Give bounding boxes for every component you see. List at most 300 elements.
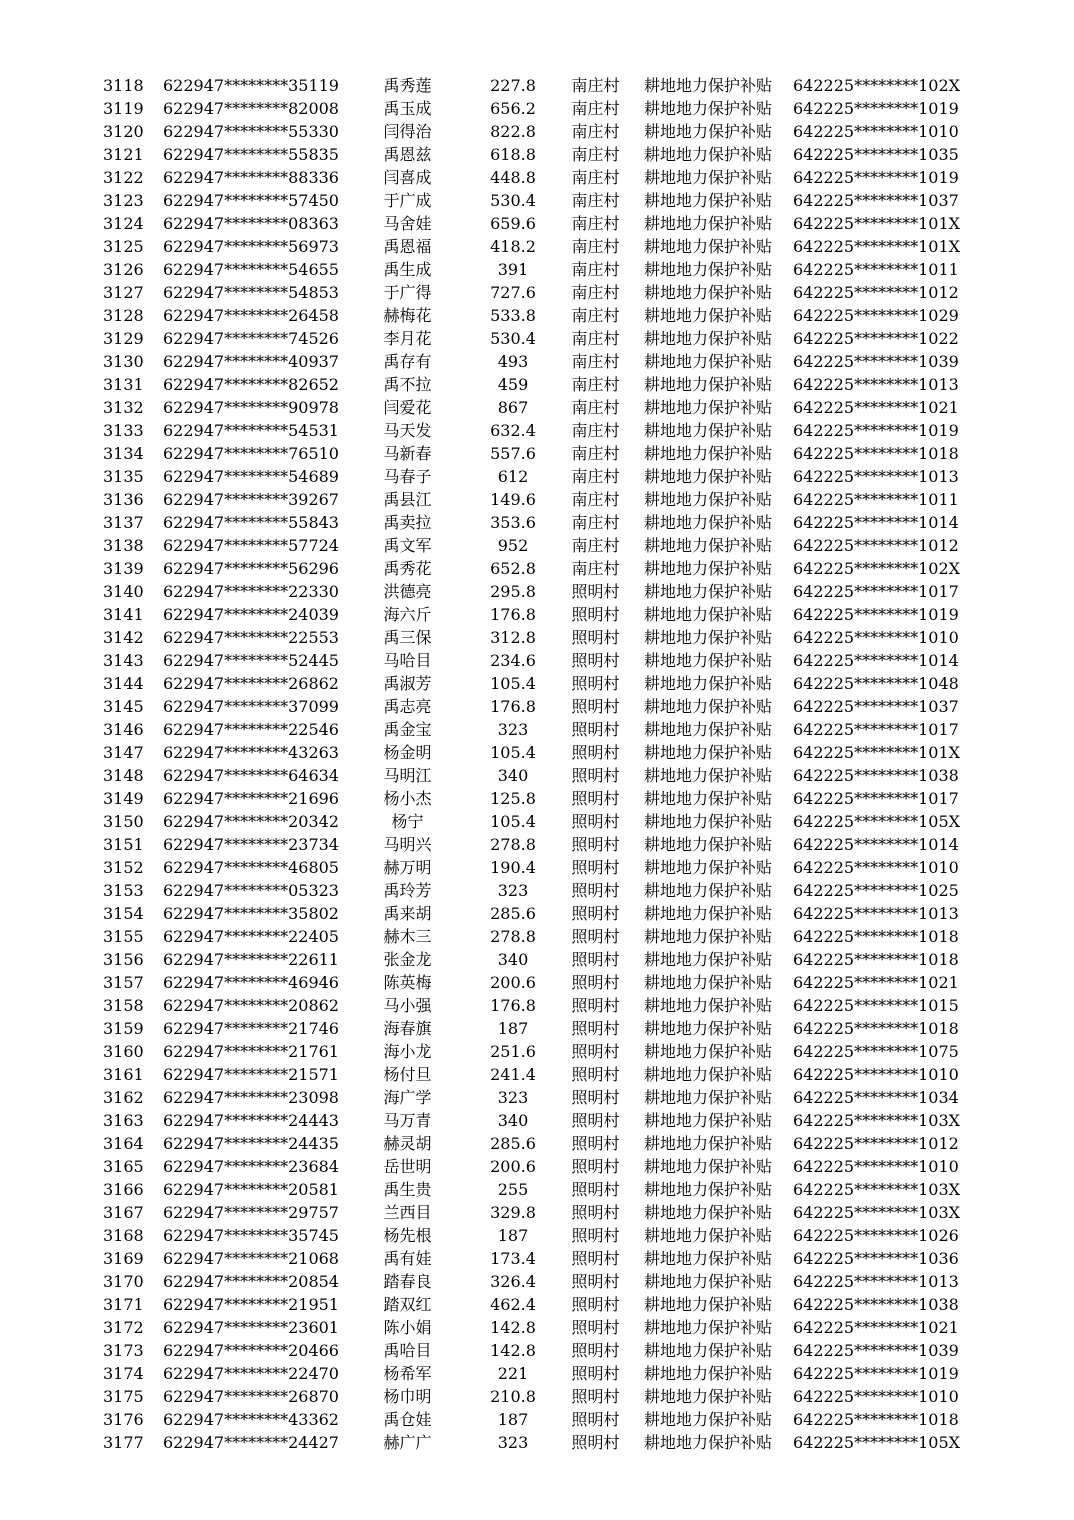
village-name: 照明村	[571, 766, 620, 785]
village-name: 照明村	[571, 1157, 620, 1176]
subsidy-type: 耕地地力保护补贴	[643, 605, 772, 624]
table-row	[0, 1270, 1074, 1293]
subsidy-amount: 187	[497, 1019, 529, 1038]
id-number-masked: 642225********1018	[793, 950, 959, 969]
id-number-masked: 642225********1021	[793, 398, 959, 417]
id-number-masked: 642225********1018	[793, 927, 959, 946]
subsidy-amount: 459	[497, 375, 529, 394]
row-seq: 3122	[103, 168, 144, 187]
subsidy-type: 耕地地力保护补贴	[643, 421, 772, 440]
bank-account-masked: 622947********35802	[163, 904, 339, 923]
village-name: 南庄村	[571, 99, 620, 118]
village-name: 照明村	[571, 973, 620, 992]
id-number-masked: 642225********1010	[793, 1065, 959, 1084]
table-row	[0, 1201, 1074, 1224]
row-seq: 3163	[103, 1111, 144, 1130]
row-seq: 3128	[103, 306, 144, 325]
id-number-masked: 642225********1012	[793, 283, 959, 302]
table-row	[0, 1362, 1074, 1385]
bank-account-masked: 622947********24435	[163, 1134, 339, 1153]
table-row	[0, 465, 1074, 488]
person-name: 于广成	[383, 191, 432, 210]
table-row	[0, 281, 1074, 304]
person-name: 禹恩福	[383, 237, 432, 256]
village-name: 南庄村	[571, 237, 620, 256]
subsidy-type: 耕地地力保护补贴	[643, 720, 772, 739]
village-name: 南庄村	[571, 490, 620, 509]
subsidy-amount: 200.6	[490, 1157, 536, 1176]
bank-account-masked: 622947********55835	[163, 145, 339, 164]
id-number-masked: 642225********1011	[793, 490, 959, 509]
bank-account-masked: 622947********88336	[163, 168, 339, 187]
person-name: 海六斤	[383, 605, 432, 624]
table-row	[0, 1293, 1074, 1316]
subsidy-type: 耕地地力保护补贴	[643, 1318, 772, 1337]
person-name: 马小强	[383, 996, 432, 1015]
bank-account-masked: 622947********55843	[163, 513, 339, 532]
row-seq: 3172	[103, 1318, 144, 1337]
bank-account-masked: 622947********23601	[163, 1318, 339, 1337]
row-seq: 3125	[103, 237, 144, 256]
subsidy-type: 耕地地力保护补贴	[643, 1111, 772, 1130]
bank-account-masked: 622947********52445	[163, 651, 339, 670]
village-name: 南庄村	[571, 375, 620, 394]
bank-account-masked: 622947********20466	[163, 1341, 339, 1360]
subsidy-amount: 867	[497, 398, 529, 417]
subsidy-type: 耕地地力保护补贴	[643, 950, 772, 969]
subsidy-amount: 176.8	[490, 605, 536, 624]
subsidy-amount: 340	[497, 1111, 529, 1130]
table-row	[0, 718, 1074, 741]
subsidy-type: 耕地地力保护补贴	[643, 1364, 772, 1383]
village-name: 照明村	[571, 1318, 620, 1337]
village-name: 南庄村	[571, 214, 620, 233]
village-name: 照明村	[571, 1226, 620, 1245]
subsidy-amount: 448.8	[490, 168, 536, 187]
id-number-masked: 642225********1017	[793, 582, 959, 601]
id-number-masked: 642225********1013	[793, 904, 959, 923]
subsidy-amount: 323	[497, 1433, 529, 1452]
table-row	[0, 120, 1074, 143]
table-row	[0, 764, 1074, 787]
person-name: 踏双红	[383, 1295, 432, 1314]
table-row	[0, 672, 1074, 695]
person-name: 闫喜成	[383, 168, 432, 187]
person-name: 禹哈目	[383, 1341, 432, 1360]
subsidy-type: 耕地地力保护补贴	[643, 1134, 772, 1153]
subsidy-amount: 326.4	[490, 1272, 536, 1291]
table-row	[0, 994, 1074, 1017]
table-row	[0, 580, 1074, 603]
person-name: 洪德亮	[383, 582, 432, 601]
table-row	[0, 1408, 1074, 1431]
id-number-masked: 642225********1025	[793, 881, 959, 900]
id-number-masked: 642225********1021	[793, 973, 959, 992]
table-row	[0, 856, 1074, 879]
table-row	[0, 74, 1074, 97]
table-row	[0, 1385, 1074, 1408]
subsidy-amount: 210.8	[490, 1387, 536, 1406]
id-number-masked: 642225********105X	[793, 1433, 961, 1452]
person-name: 马春子	[383, 467, 432, 486]
village-name: 照明村	[571, 1180, 620, 1199]
row-seq: 3151	[103, 835, 144, 854]
bank-account-masked: 622947********39267	[163, 490, 339, 509]
subsidy-type: 耕地地力保护补贴	[643, 168, 772, 187]
person-name: 陈英梅	[383, 973, 432, 992]
table-row	[0, 1224, 1074, 1247]
subsidy-amount: 340	[497, 950, 529, 969]
village-name: 照明村	[571, 1249, 620, 1268]
subsidy-type: 耕地地力保护补贴	[643, 1065, 772, 1084]
row-seq: 3132	[103, 398, 144, 417]
row-seq: 3126	[103, 260, 144, 279]
table-row	[0, 948, 1074, 971]
subsidy-amount: 241.4	[490, 1065, 536, 1084]
id-number-masked: 642225********1012	[793, 1134, 959, 1153]
row-seq: 3177	[103, 1433, 144, 1452]
table-row	[0, 488, 1074, 511]
row-seq: 3174	[103, 1364, 144, 1383]
table-row	[0, 810, 1074, 833]
subsidy-type: 耕地地力保护补贴	[643, 697, 772, 716]
bank-account-masked: 622947********56973	[163, 237, 339, 256]
person-name: 杨希军	[383, 1364, 432, 1383]
subsidy-type: 耕地地力保护补贴	[643, 329, 772, 348]
village-name: 照明村	[571, 950, 620, 969]
bank-account-masked: 622947********24427	[163, 1433, 339, 1452]
village-name: 照明村	[571, 582, 620, 601]
village-name: 南庄村	[571, 168, 620, 187]
table-row	[0, 511, 1074, 534]
id-number-masked: 642225********101X	[793, 237, 961, 256]
id-number-masked: 642225********1013	[793, 375, 959, 394]
bank-account-masked: 622947********26862	[163, 674, 339, 693]
village-name: 照明村	[571, 1387, 620, 1406]
person-name: 赫广广	[383, 1433, 432, 1452]
bank-account-masked: 622947********21746	[163, 1019, 339, 1038]
subsidy-amount: 149.6	[490, 490, 536, 509]
bank-account-masked: 622947********24039	[163, 605, 339, 624]
subsidy-amount: 612	[497, 467, 529, 486]
village-name: 照明村	[571, 881, 620, 900]
id-number-masked: 642225********103X	[793, 1203, 961, 1222]
bank-account-masked: 622947********54531	[163, 421, 339, 440]
subsidy-type: 耕地地力保护补贴	[643, 1387, 772, 1406]
village-name: 照明村	[571, 651, 620, 670]
village-name: 照明村	[571, 628, 620, 647]
table-row	[0, 1086, 1074, 1109]
table-row	[0, 1017, 1074, 1040]
subsidy-amount: 391	[497, 260, 529, 279]
row-seq: 3160	[103, 1042, 144, 1061]
village-name: 南庄村	[571, 559, 620, 578]
bank-account-masked: 622947********22405	[163, 927, 339, 946]
row-seq: 3147	[103, 743, 144, 762]
row-seq: 3168	[103, 1226, 144, 1245]
row-seq: 3164	[103, 1134, 144, 1153]
row-seq: 3152	[103, 858, 144, 877]
row-seq: 3131	[103, 375, 144, 394]
subsidy-type: 耕地地力保护补贴	[643, 1341, 772, 1360]
id-number-masked: 642225********1038	[793, 766, 959, 785]
bank-account-masked: 622947********74526	[163, 329, 339, 348]
id-number-masked: 642225********105X	[793, 812, 961, 831]
subsidy-type: 耕地地力保护补贴	[643, 398, 772, 417]
table-row	[0, 1063, 1074, 1086]
row-seq: 3169	[103, 1249, 144, 1268]
subsidy-type: 耕地地力保护补贴	[643, 628, 772, 647]
person-name: 禹秀花	[383, 559, 432, 578]
row-seq: 3145	[103, 697, 144, 716]
row-seq: 3121	[103, 145, 144, 164]
person-name: 禹淑芳	[383, 674, 432, 693]
person-name: 禹不拉	[383, 375, 432, 394]
row-seq: 3157	[103, 973, 144, 992]
table-row	[0, 626, 1074, 649]
row-seq: 3154	[103, 904, 144, 923]
table-row	[0, 649, 1074, 672]
table-row	[0, 258, 1074, 281]
subsidy-amount: 221	[497, 1364, 529, 1383]
subsidy-type: 耕地地力保护补贴	[643, 191, 772, 210]
row-seq: 3141	[103, 605, 144, 624]
subsidy-amount: 251.6	[490, 1042, 536, 1061]
id-number-masked: 642225********1017	[793, 789, 959, 808]
person-name: 禹生贵	[383, 1180, 432, 1199]
id-number-masked: 642225********1014	[793, 651, 959, 670]
person-name: 闫得治	[383, 122, 432, 141]
person-name: 禹有娃	[383, 1249, 432, 1268]
bank-account-masked: 622947********90978	[163, 398, 339, 417]
subsidy-amount: 323	[497, 1088, 529, 1107]
village-name: 南庄村	[571, 467, 620, 486]
person-name: 马万青	[383, 1111, 432, 1130]
table-row	[0, 396, 1074, 419]
person-name: 马天发	[383, 421, 432, 440]
bank-account-masked: 622947********08363	[163, 214, 339, 233]
subsidy-type: 耕地地力保护补贴	[643, 1019, 772, 1038]
table-row	[0, 419, 1074, 442]
table-row	[0, 442, 1074, 465]
person-name: 陈小娟	[383, 1318, 432, 1337]
subsidy-type: 耕地地力保护补贴	[643, 306, 772, 325]
subsidy-type: 耕地地力保护补贴	[643, 1042, 772, 1061]
bank-account-masked: 622947********22546	[163, 720, 339, 739]
id-number-masked: 642225********1014	[793, 835, 959, 854]
subsidy-amount: 142.8	[490, 1318, 536, 1337]
bank-account-masked: 622947********26458	[163, 306, 339, 325]
village-name: 照明村	[571, 1065, 620, 1084]
subsidy-amount: 353.6	[490, 513, 536, 532]
subsidy-amount: 822.8	[490, 122, 536, 141]
village-name: 照明村	[571, 927, 620, 946]
row-seq: 3124	[103, 214, 144, 233]
village-name: 照明村	[571, 1019, 620, 1038]
bank-account-masked: 622947********23684	[163, 1157, 339, 1176]
id-number-masked: 642225********1019	[793, 605, 959, 624]
person-name: 海广学	[383, 1088, 432, 1107]
bank-account-masked: 622947********21761	[163, 1042, 339, 1061]
id-number-masked: 642225********1037	[793, 697, 959, 716]
table-row	[0, 741, 1074, 764]
person-name: 禹来胡	[383, 904, 432, 923]
row-seq: 3119	[103, 99, 144, 118]
id-number-masked: 642225********1019	[793, 421, 959, 440]
row-seq: 3123	[103, 191, 144, 210]
subsidy-type: 耕地地力保护补贴	[643, 651, 772, 670]
subsidy-type: 耕地地力保护补贴	[643, 444, 772, 463]
village-name: 照明村	[571, 835, 620, 854]
subsidy-type: 耕地地力保护补贴	[643, 927, 772, 946]
person-name: 马哈目	[383, 651, 432, 670]
id-number-masked: 642225********1018	[793, 1410, 959, 1429]
subsidy-type: 耕地地力保护补贴	[643, 881, 772, 900]
person-name: 杨巾明	[383, 1387, 432, 1406]
table-row	[0, 833, 1074, 856]
table-row	[0, 304, 1074, 327]
table-row	[0, 603, 1074, 626]
person-name: 禹玲芳	[383, 881, 432, 900]
id-number-masked: 642225********1010	[793, 858, 959, 877]
bank-account-masked: 622947********35745	[163, 1226, 339, 1245]
table-row	[0, 695, 1074, 718]
subsidy-amount: 652.8	[490, 559, 536, 578]
subsidy-type: 耕地地力保护补贴	[643, 237, 772, 256]
bank-account-masked: 622947********20581	[163, 1180, 339, 1199]
village-name: 照明村	[571, 1042, 620, 1061]
row-seq: 3118	[103, 76, 144, 95]
person-name: 禹卖拉	[383, 513, 432, 532]
id-number-masked: 642225********1022	[793, 329, 959, 348]
id-number-masked: 642225********1039	[793, 352, 959, 371]
table-row	[0, 166, 1074, 189]
row-seq: 3144	[103, 674, 144, 693]
village-name: 照明村	[571, 605, 620, 624]
table-row	[0, 143, 1074, 166]
id-number-masked: 642225********1019	[793, 99, 959, 118]
bank-account-masked: 622947********46805	[163, 858, 339, 877]
row-seq: 3143	[103, 651, 144, 670]
subsidy-type: 耕地地力保护补贴	[643, 973, 772, 992]
id-number-masked: 642225********1035	[793, 145, 959, 164]
subsidy-type: 耕地地力保护补贴	[643, 996, 772, 1015]
bank-account-masked: 622947********54853	[163, 283, 339, 302]
table-row	[0, 235, 1074, 258]
person-name: 闫爱花	[383, 398, 432, 417]
subsidy-type: 耕地地力保护补贴	[643, 260, 772, 279]
village-name: 南庄村	[571, 329, 620, 348]
subsidy-type: 耕地地力保护补贴	[643, 352, 772, 371]
id-number-masked: 642225********1019	[793, 1364, 959, 1383]
subsidy-table	[0, 74, 1074, 1454]
row-seq: 3129	[103, 329, 144, 348]
subsidy-type: 耕地地力保护补贴	[643, 1295, 772, 1314]
row-seq: 3166	[103, 1180, 144, 1199]
subsidy-type: 耕地地力保护补贴	[643, 559, 772, 578]
row-seq: 3138	[103, 536, 144, 555]
table-row	[0, 350, 1074, 373]
village-name: 照明村	[571, 1364, 620, 1383]
subsidy-amount: 187	[497, 1410, 529, 1429]
subsidy-amount: 105.4	[490, 812, 536, 831]
person-name: 杨先根	[383, 1226, 432, 1245]
id-number-masked: 642225********1037	[793, 191, 959, 210]
id-number-masked: 642225********1011	[793, 260, 959, 279]
id-number-masked: 642225********1010	[793, 1387, 959, 1406]
village-name: 照明村	[571, 1088, 620, 1107]
row-seq: 3137	[103, 513, 144, 532]
id-number-masked: 642225********1019	[793, 168, 959, 187]
row-seq: 3156	[103, 950, 144, 969]
row-seq: 3148	[103, 766, 144, 785]
person-name: 马新春	[383, 444, 432, 463]
row-seq: 3140	[103, 582, 144, 601]
bank-account-masked: 622947********21571	[163, 1065, 339, 1084]
person-name: 杨小杰	[383, 789, 432, 808]
person-name: 李月花	[383, 329, 432, 348]
subsidy-type: 耕地地力保护补贴	[643, 1272, 772, 1291]
row-seq: 3165	[103, 1157, 144, 1176]
row-seq: 3134	[103, 444, 144, 463]
id-number-masked: 642225********1026	[793, 1226, 959, 1245]
village-name: 南庄村	[571, 352, 620, 371]
village-name: 照明村	[571, 743, 620, 762]
bank-account-masked: 622947********54689	[163, 467, 339, 486]
id-number-masked: 642225********1010	[793, 628, 959, 647]
table-row	[0, 787, 1074, 810]
person-name: 禹金宝	[383, 720, 432, 739]
id-number-masked: 642225********1018	[793, 1019, 959, 1038]
subsidy-type: 耕地地力保护补贴	[643, 1157, 772, 1176]
subsidy-amount: 530.4	[490, 329, 536, 348]
subsidy-amount: 187	[497, 1226, 529, 1245]
subsidy-amount: 176.8	[490, 697, 536, 716]
table-row	[0, 1132, 1074, 1155]
subsidy-type: 耕地地力保护补贴	[643, 490, 772, 509]
village-name: 南庄村	[571, 513, 620, 532]
table-row	[0, 97, 1074, 120]
bank-account-masked: 622947********57724	[163, 536, 339, 555]
id-number-masked: 642225********1075	[793, 1042, 959, 1061]
person-name: 赫灵胡	[383, 1134, 432, 1153]
person-name: 赫梅花	[383, 306, 432, 325]
id-number-masked: 642225********1012	[793, 536, 959, 555]
table-row	[0, 1178, 1074, 1201]
bank-account-masked: 622947********29757	[163, 1203, 339, 1222]
table-row	[0, 971, 1074, 994]
bank-account-masked: 622947********05323	[163, 881, 339, 900]
table-row	[0, 1109, 1074, 1132]
village-name: 南庄村	[571, 145, 620, 164]
person-name: 马明江	[383, 766, 432, 785]
village-name: 照明村	[571, 789, 620, 808]
row-seq: 3167	[103, 1203, 144, 1222]
village-name: 照明村	[571, 674, 620, 693]
row-seq: 3176	[103, 1410, 144, 1429]
village-name: 照明村	[571, 1341, 620, 1360]
id-number-masked: 642225********102X	[793, 76, 961, 95]
table-row	[0, 1431, 1074, 1454]
subsidy-amount: 530.4	[490, 191, 536, 210]
bank-account-masked: 622947********64634	[163, 766, 339, 785]
bank-account-masked: 622947********22611	[163, 950, 339, 969]
bank-account-masked: 622947********82008	[163, 99, 339, 118]
bank-account-masked: 622947********21068	[163, 1249, 339, 1268]
table-row	[0, 1316, 1074, 1339]
id-number-masked: 642225********1017	[793, 720, 959, 739]
subsidy-type: 耕地地力保护补贴	[643, 835, 772, 854]
